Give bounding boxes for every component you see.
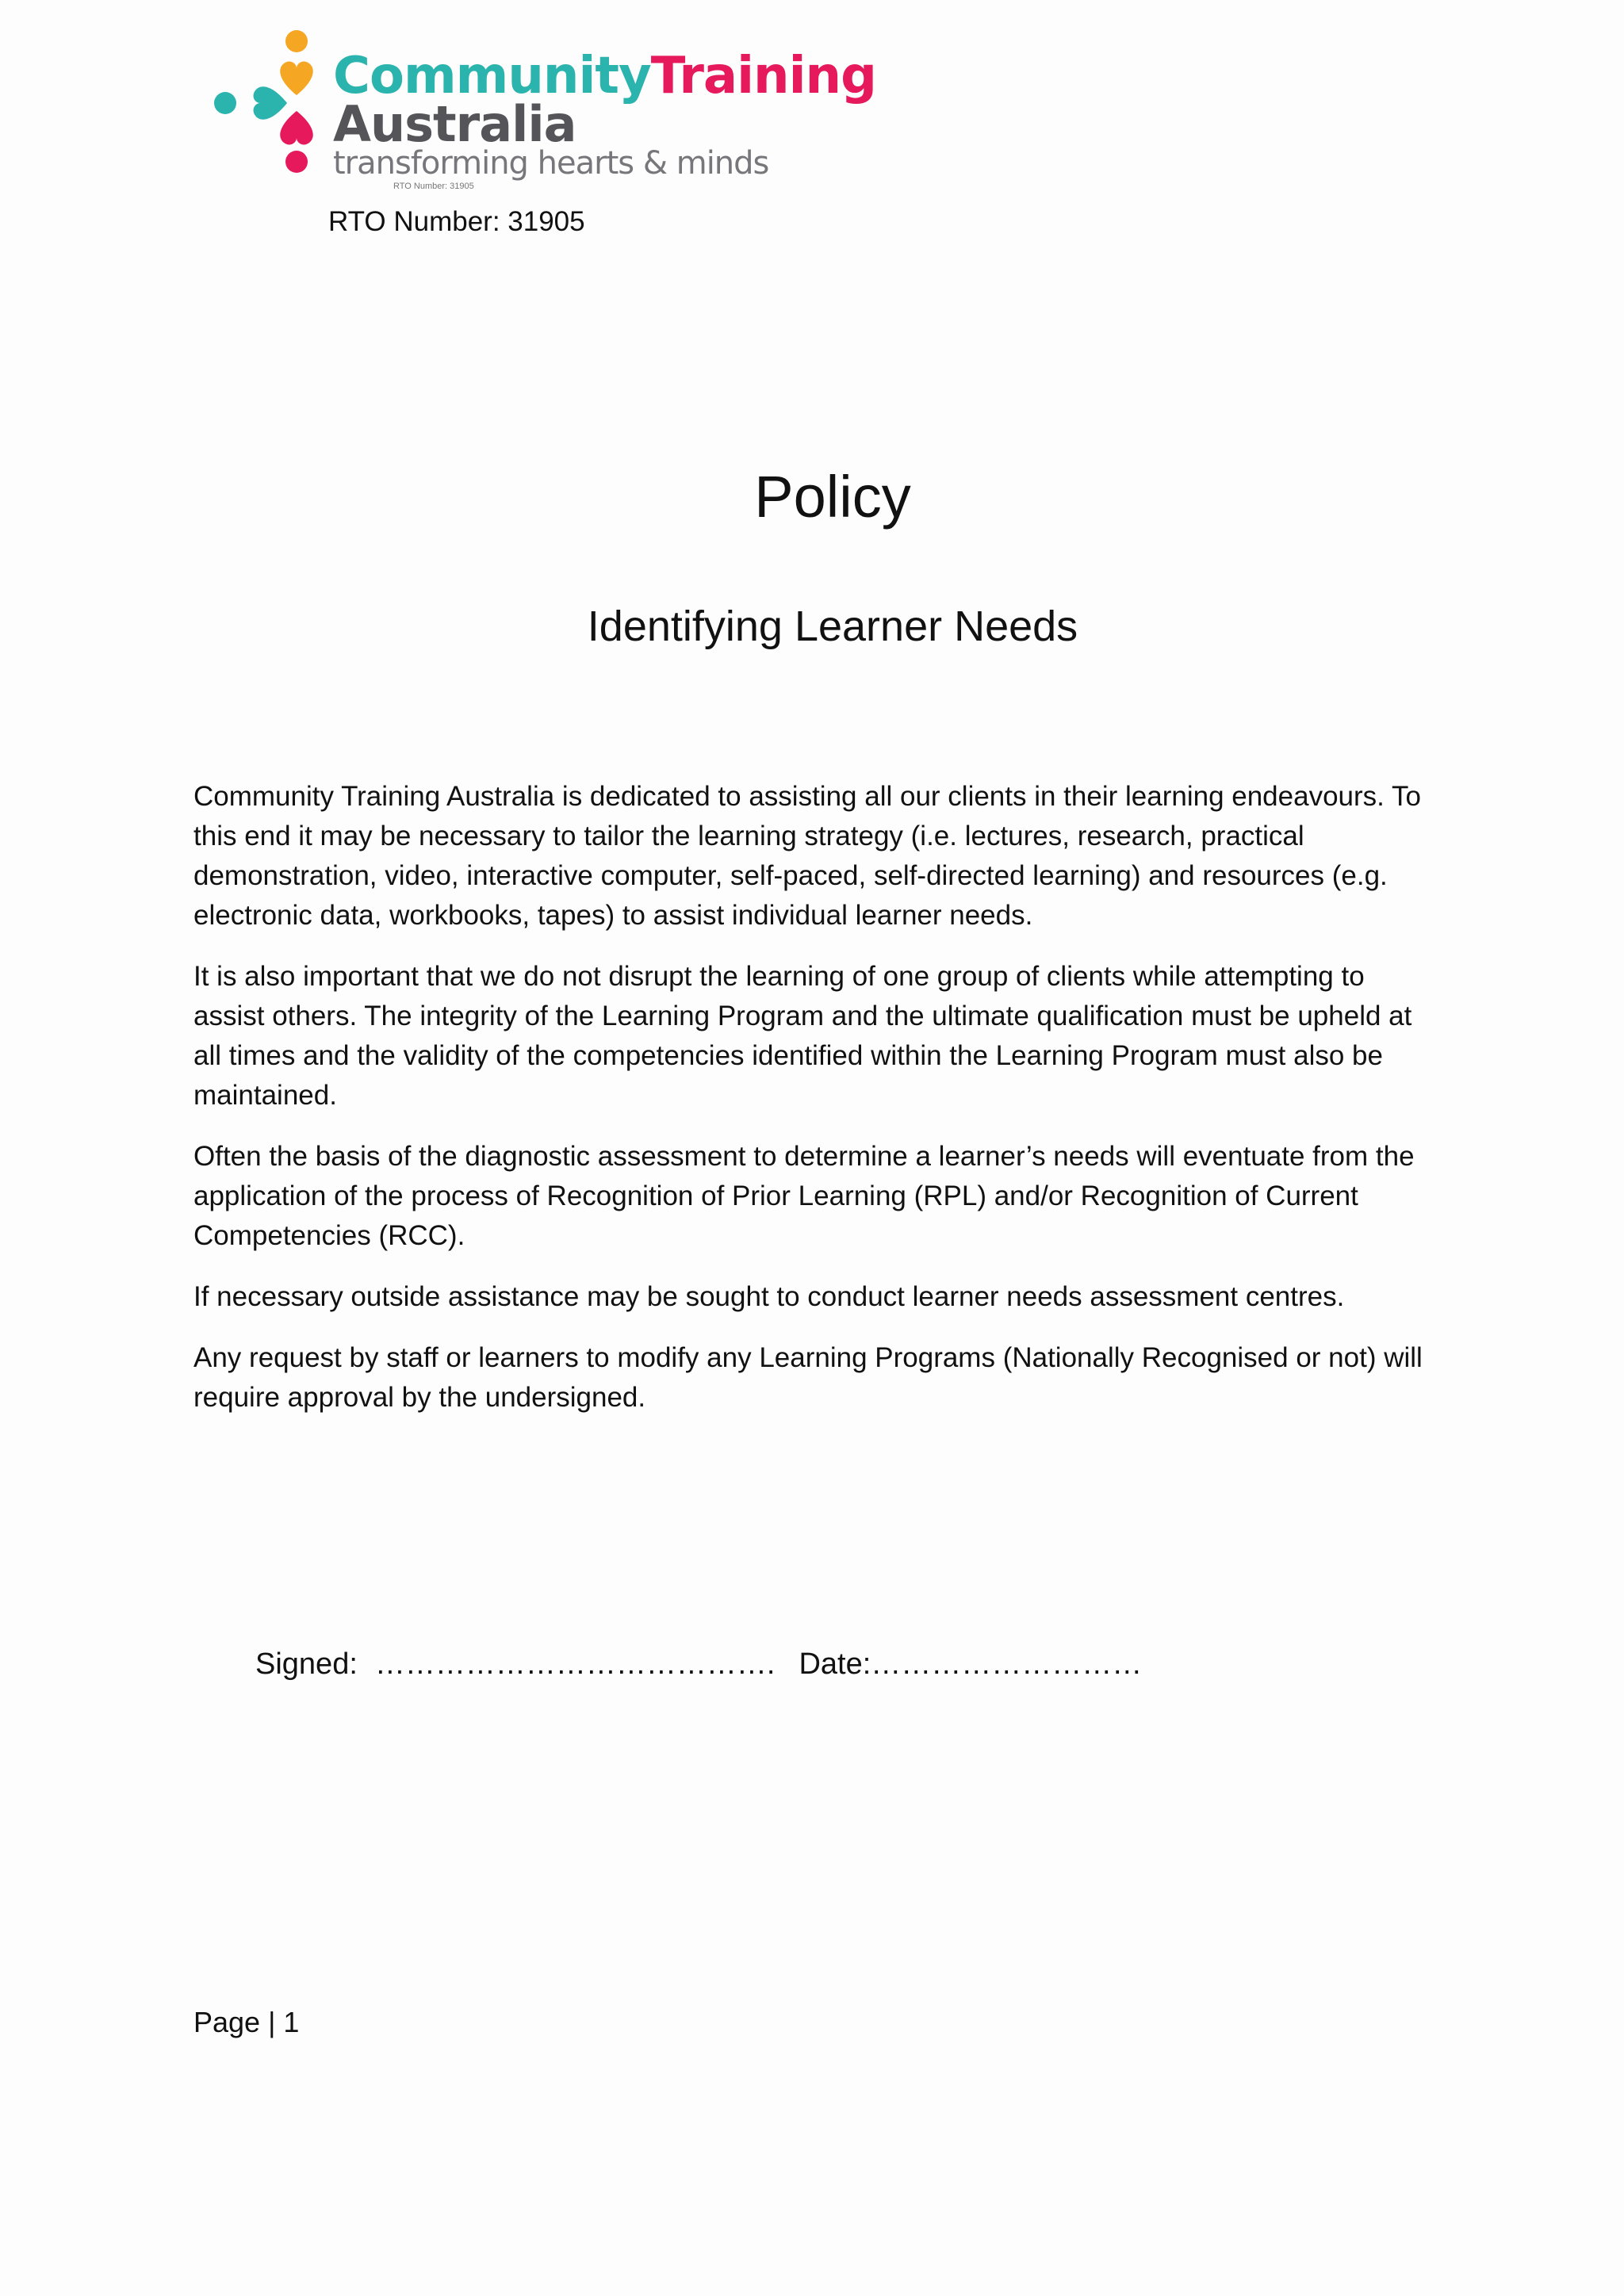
date-line: ………………………	[871, 1647, 1143, 1681]
logo-word-australia: Australia	[333, 95, 576, 153]
rto-number: RTO Number: 31905	[328, 206, 585, 237]
policy-body	[193, 777, 1435, 1439]
paragraph: Any request by staff or learners to modify any Learning Programs (Nationally Recognised or not) will require approval by the undersigned.	[193, 1342, 1423, 1413]
logo-rto-small: RTO Number: 31905	[393, 182, 474, 191]
page-number: Page | 1	[193, 2006, 300, 2038]
signed-line: ………………………………….	[374, 1647, 776, 1681]
logo-word-community: Community	[333, 47, 651, 105]
logo-word-training: Training	[650, 47, 876, 105]
page-title: Policy	[754, 464, 911, 530]
signed-label: Signed:	[255, 1647, 358, 1681]
signature-row	[255, 1644, 1142, 1684]
company-logo	[208, 21, 876, 195]
logo-mark-icon	[208, 21, 343, 179]
paragraph: It is also important that we do not disrupt the learning of one group of clients while attempting to assist others. The integrity of the Learning Program and the ultimate qualification must be upheld at all times and the validity of the competencies identified within the Learning Program must also be maintained.	[193, 961, 1412, 1111]
date-label: Date:	[799, 1647, 871, 1681]
paragraph: Often the basis of the diagnostic assessment to determine a learner’s needs will eventuate from the application of the process of Recognition of Prior Learning (RPL) and/or Recognition of Current Competencies (RCC).	[193, 1141, 1415, 1251]
logo-tagline: transforming hearts & minds	[333, 145, 769, 182]
page-subtitle: Identifying Learner Needs	[587, 603, 1078, 650]
paragraph: If necessary outside assistance may be sought to conduct learner needs assessment centres.	[193, 1281, 1345, 1312]
paragraph: Community Training Australia is dedicated to assisting all our clients in their learning endeavours. To this end it may be necessary to tailor the learning strategy (i.e. lectures, research, practical demonstration, video, interactive computer, self-paced, self-directed learning) and resources (e.g. electronic data, workbooks, tapes) to assist individual learner needs.	[193, 781, 1421, 931]
